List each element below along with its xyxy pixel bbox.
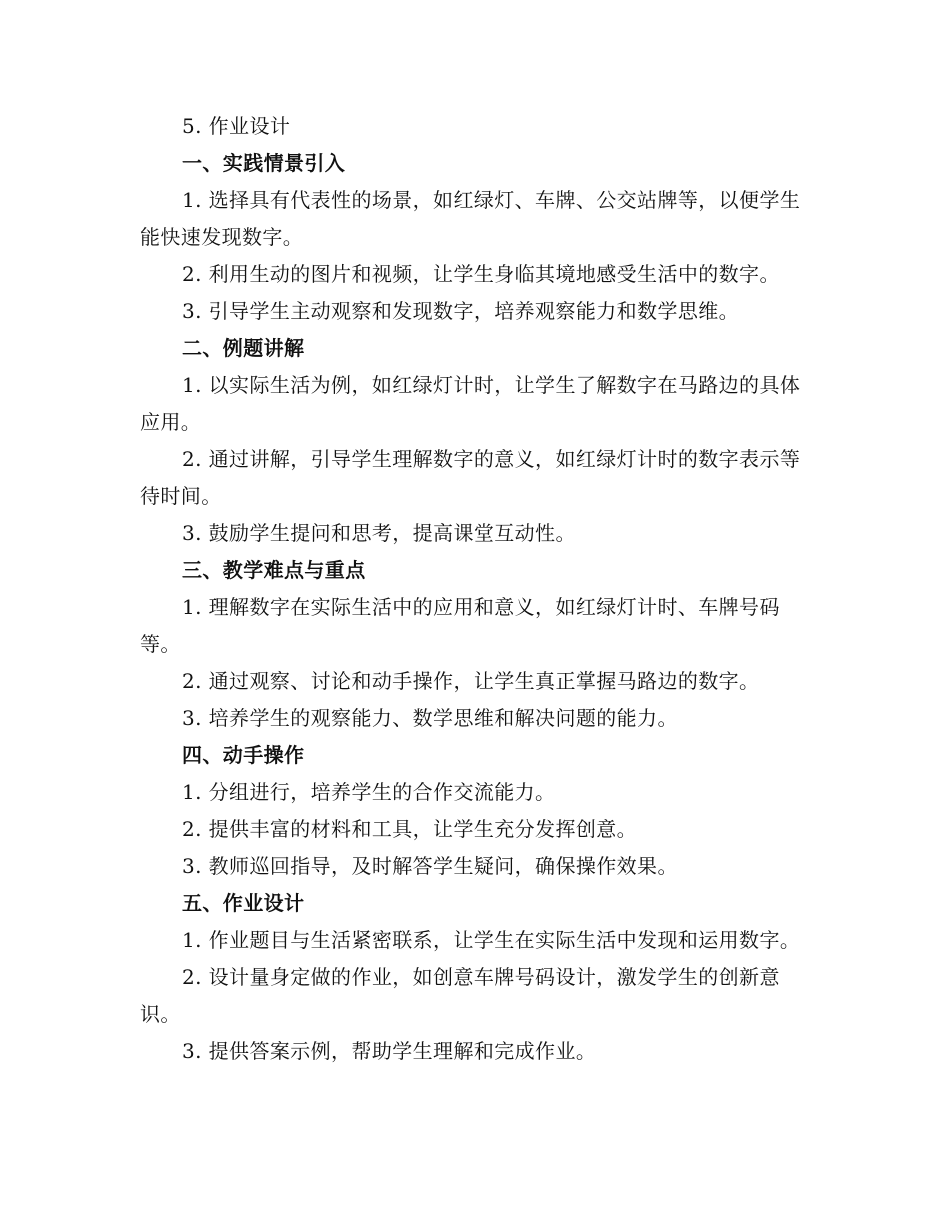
list-item: 1. 理解数字在实际生活中的应用和意义，如红绿灯计时、车牌号码等。 [140, 595, 780, 656]
section-heading: 一、实践情景引入 [182, 151, 346, 175]
list-item: 3. 提供答案示例，帮助学生理解和完成作业。 [182, 1039, 597, 1063]
intro-item: 5. 作业设计 [182, 114, 291, 138]
list-item: 1. 作业题目与生活紧密联系，让学生在实际生活中发现和运用数字。 [182, 928, 801, 952]
section-heading: 四、动手操作 [182, 743, 305, 767]
list-item: 1. 分组进行，培养学生的合作交流能力。 [182, 780, 556, 804]
list-item: 1. 选择具有代表性的场景，如红绿灯、车牌、公交站牌等，以便学生能快速发现数字。 [140, 188, 801, 249]
section-heading: 二、例题讲解 [182, 336, 305, 360]
list-item: 3. 培养学生的观察能力、数学思维和解决问题的能力。 [182, 706, 678, 730]
list-item: 3. 鼓励学生提问和思考，提高课堂互动性。 [182, 521, 576, 545]
section-heading: 三、教学难点与重点 [182, 558, 366, 582]
list-item: 1. 以实际生活为例，如红绿灯计时，让学生了解数字在马路边的具体应用。 [140, 373, 801, 434]
list-item: 3. 教师巡回指导，及时解答学生疑问，确保操作效果。 [182, 854, 678, 878]
section-heading: 五、作业设计 [182, 891, 305, 915]
list-item: 2. 设计量身定做的作业，如创意车牌号码设计，激发学生的创新意识。 [140, 965, 780, 1026]
list-item: 2. 利用生动的图片和视频，让学生身临其境地感受生活中的数字。 [182, 262, 780, 286]
list-item: 2. 通过讲解，引导学生理解数字的意义，如红绿灯计时的数字表示等待时间。 [140, 447, 801, 508]
list-item: 2. 通过观察、讨论和动手操作，让学生真正掌握马路边的数字。 [182, 669, 760, 693]
list-item: 3. 引导学生主动观察和发现数字，培养观察能力和数学思维。 [182, 299, 740, 323]
document-body [140, 108, 820, 1070]
list-item: 2. 提供丰富的材料和工具，让学生充分发挥创意。 [182, 817, 638, 841]
